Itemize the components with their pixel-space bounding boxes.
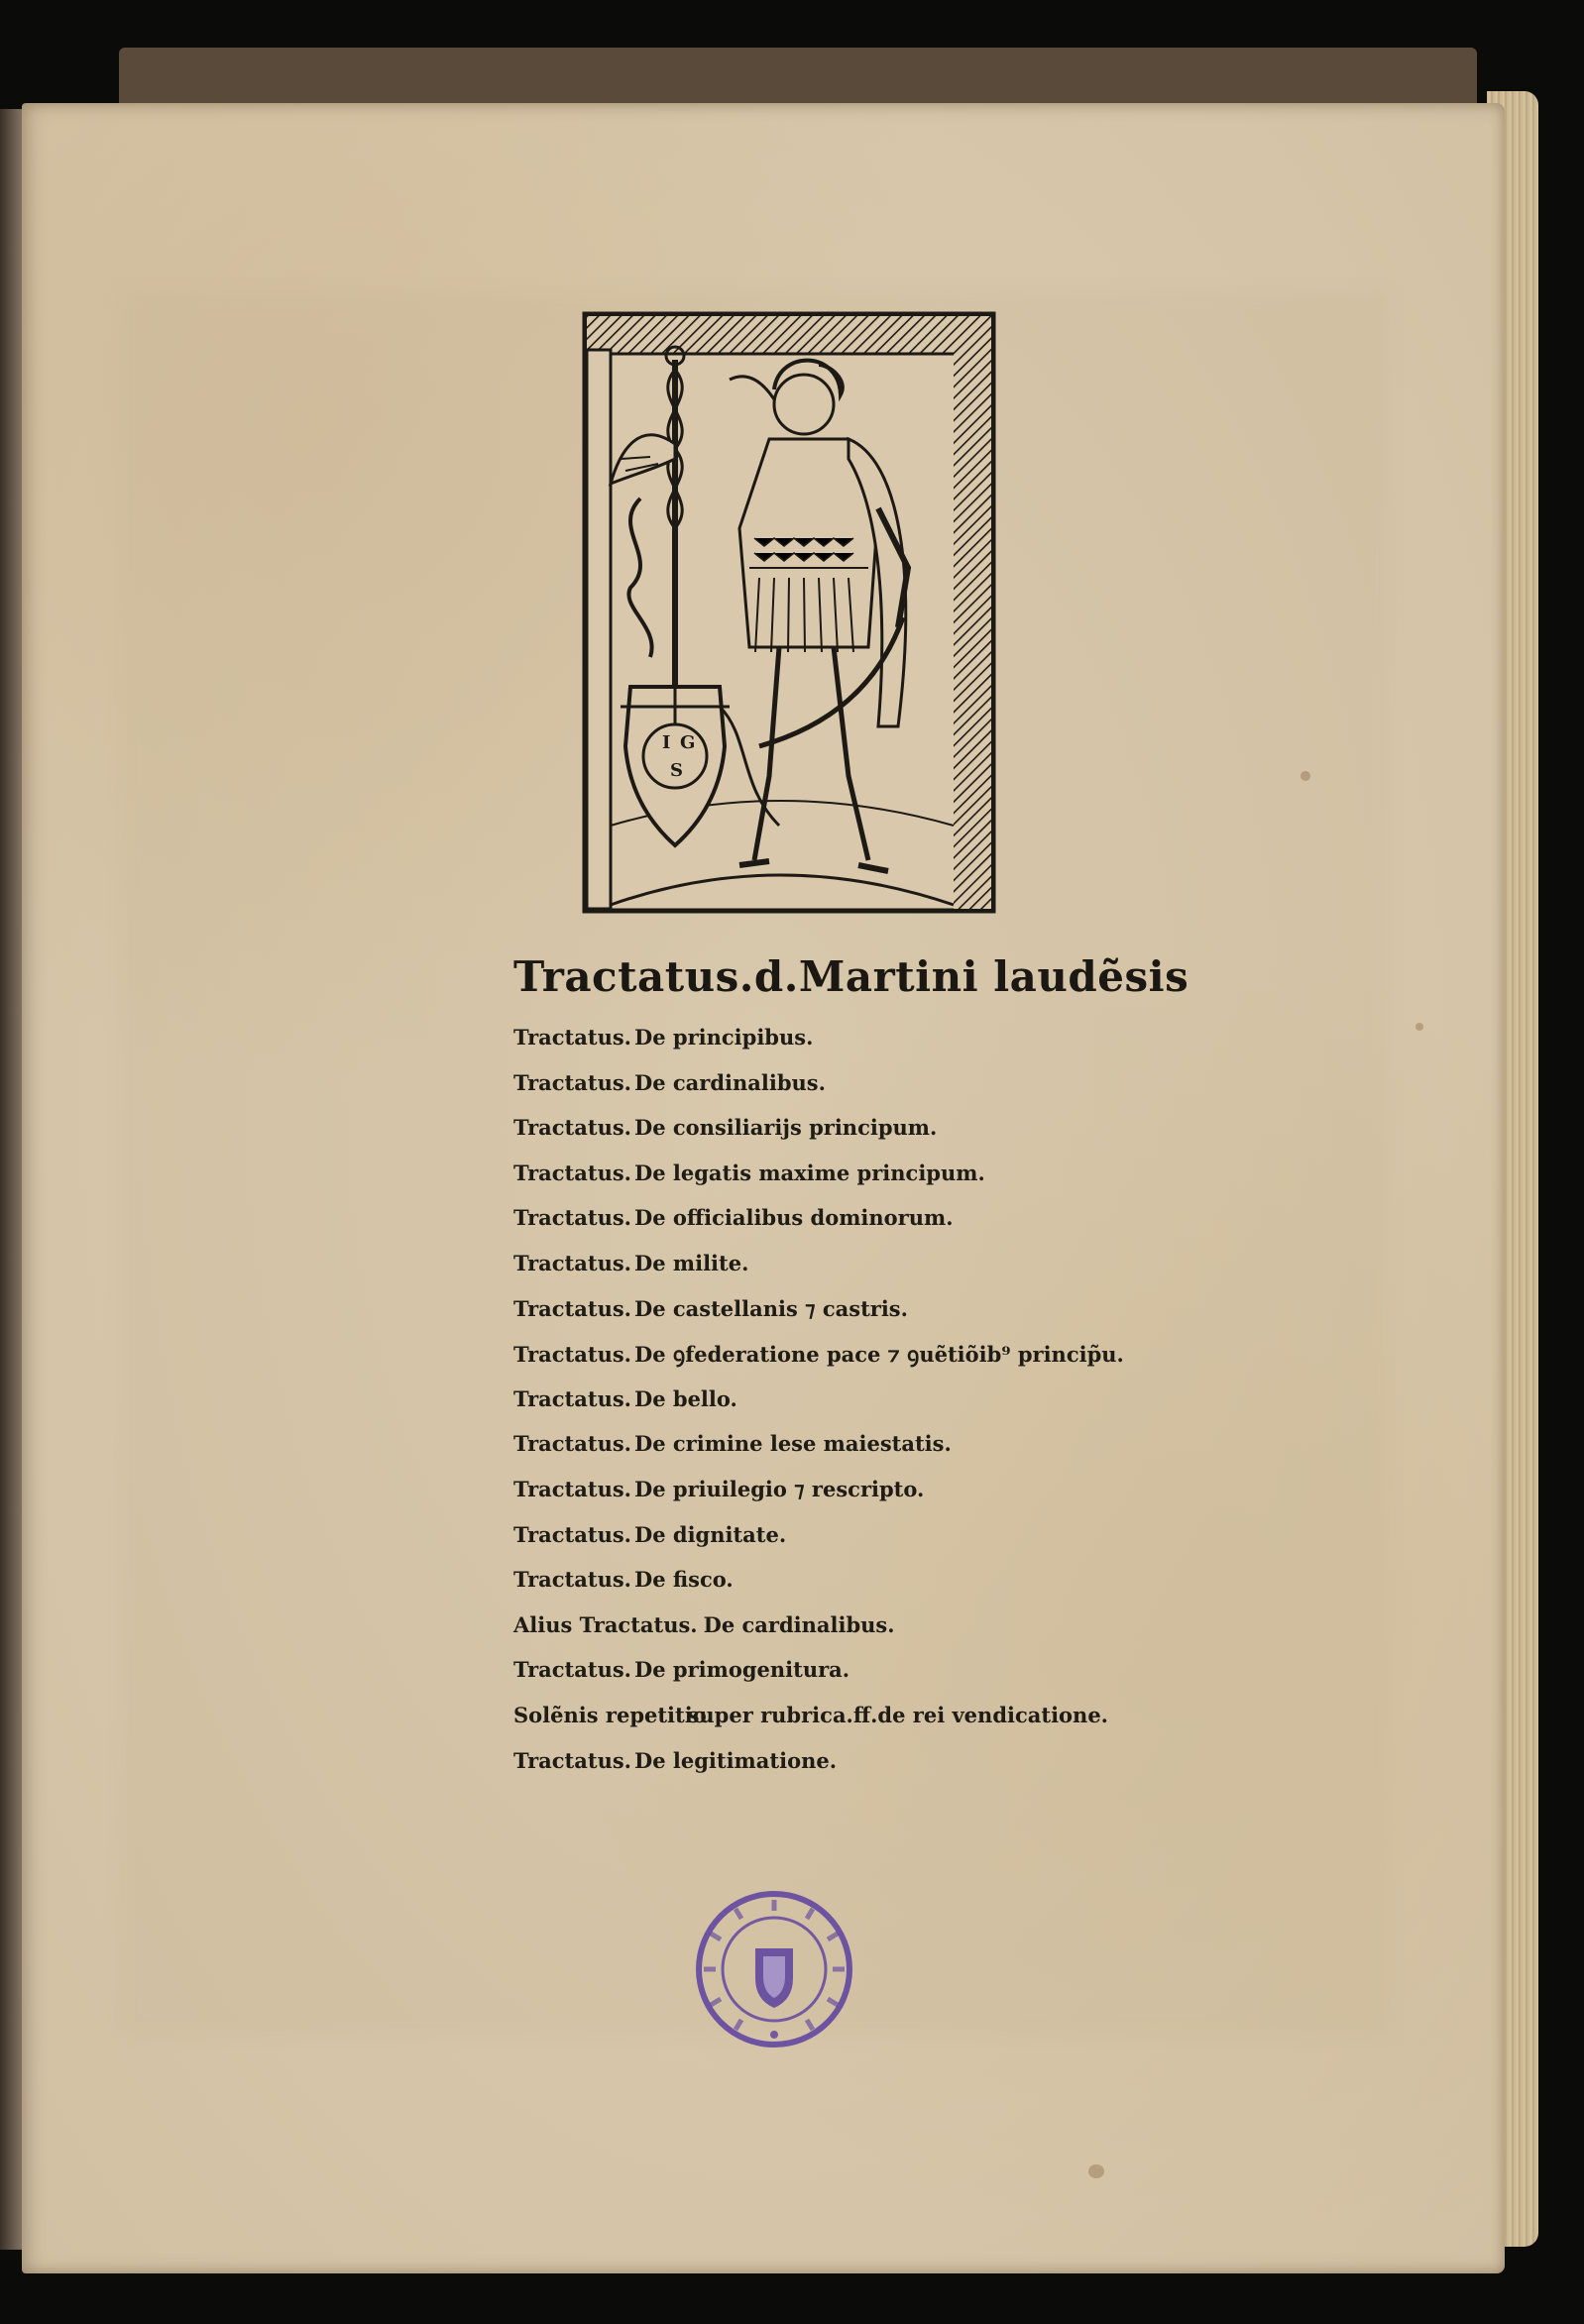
paper-smudge — [1415, 1023, 1423, 1031]
toc-label: Alius Tractatus. — [513, 1611, 698, 1637]
woodcut-initial-1: I — [662, 732, 671, 753]
toc-label: Tractatus. — [513, 1115, 631, 1141]
toc-label: Tractatus. — [513, 1657, 631, 1683]
toc-line-12 — [513, 1522, 1108, 1568]
toc-text: De officialibus dominorum. — [634, 1205, 954, 1231]
toc-label: Tractatus. — [513, 1025, 631, 1050]
toc-label: Tractatus. — [513, 1747, 631, 1773]
woodcut-illustration — [581, 310, 997, 915]
toc-label: Tractatus. — [513, 1160, 631, 1185]
toc-text: super rubrica.ff.de rei vendicatione. — [687, 1702, 1108, 1727]
toc-text: De castellanis ⁊ castris. — [634, 1295, 908, 1321]
toc-label: Solẽnis repetitio — [513, 1702, 707, 1727]
toc-text: De priuilegio ⁊ rescripto. — [634, 1476, 925, 1501]
toc-line-6 — [513, 1251, 1108, 1296]
toc-label: Tractatus. — [513, 1250, 631, 1275]
toc-label: Tractatus. — [513, 1205, 631, 1231]
toc-text: De legitimatione. — [634, 1747, 838, 1773]
toc-label: Tractatus. — [513, 1431, 631, 1457]
toc-line-8 — [513, 1341, 1124, 1386]
table-of-contents — [513, 1025, 1124, 1793]
toc-line-3 — [513, 1115, 1108, 1161]
toc-label: Tractatus. — [513, 1521, 631, 1547]
toc-line-9 — [513, 1386, 1108, 1432]
toc-line-15 — [513, 1657, 1108, 1703]
toc-label: Tractatus. — [513, 1295, 631, 1321]
paper-smudge — [1301, 771, 1310, 781]
toc-line-13 — [513, 1567, 1108, 1612]
toc-text: De primogenitura. — [634, 1657, 850, 1683]
page-title: Tractatus.d.Martini laudẽsis — [513, 952, 1189, 1001]
toc-text: De consiliarijs principum. — [634, 1115, 938, 1141]
toc-text: De fisco. — [634, 1567, 734, 1593]
toc-line-4 — [513, 1161, 1108, 1206]
toc-text: De cardinalibus. — [703, 1611, 895, 1637]
toc-text: De ꝯfederatione pace ⁊ ꝯuẽtiõib⁹ princip̃u. — [634, 1342, 1124, 1368]
toc-text: De crimine lese maiestatis. — [634, 1431, 952, 1457]
toc-label: Tractatus. — [513, 1069, 631, 1095]
library-stamp — [694, 1889, 854, 2049]
toc-line-1 — [513, 1025, 1108, 1070]
toc-line-5 — [513, 1205, 1108, 1251]
woodcut-initial-3: S — [670, 760, 683, 781]
toc-line-7 — [513, 1296, 1108, 1342]
toc-text: De dignitate. — [634, 1521, 787, 1547]
toc-label: Tractatus. — [513, 1476, 631, 1501]
toc-line-10 — [513, 1431, 1108, 1477]
woodcut-initial-2: G — [680, 732, 696, 753]
toc-text: De principibus. — [634, 1025, 814, 1050]
toc-label: Tractatus. — [513, 1385, 631, 1411]
toc-label: Tractatus. — [513, 1567, 631, 1593]
toc-label: Tractatus. — [513, 1342, 631, 1368]
toc-text: De bello. — [634, 1385, 737, 1411]
toc-line-16 — [513, 1703, 1108, 1748]
toc-text: De cardinalibus. — [634, 1069, 826, 1095]
toc-text: De milite. — [634, 1250, 749, 1275]
toc-line-2 — [513, 1070, 1108, 1116]
toc-text: De legatis maxime principum. — [634, 1160, 985, 1185]
toc-line-14 — [513, 1612, 1108, 1658]
paper-smudge — [1088, 2164, 1104, 2178]
toc-line-11 — [513, 1477, 1108, 1522]
toc-line-17 — [513, 1748, 1108, 1794]
